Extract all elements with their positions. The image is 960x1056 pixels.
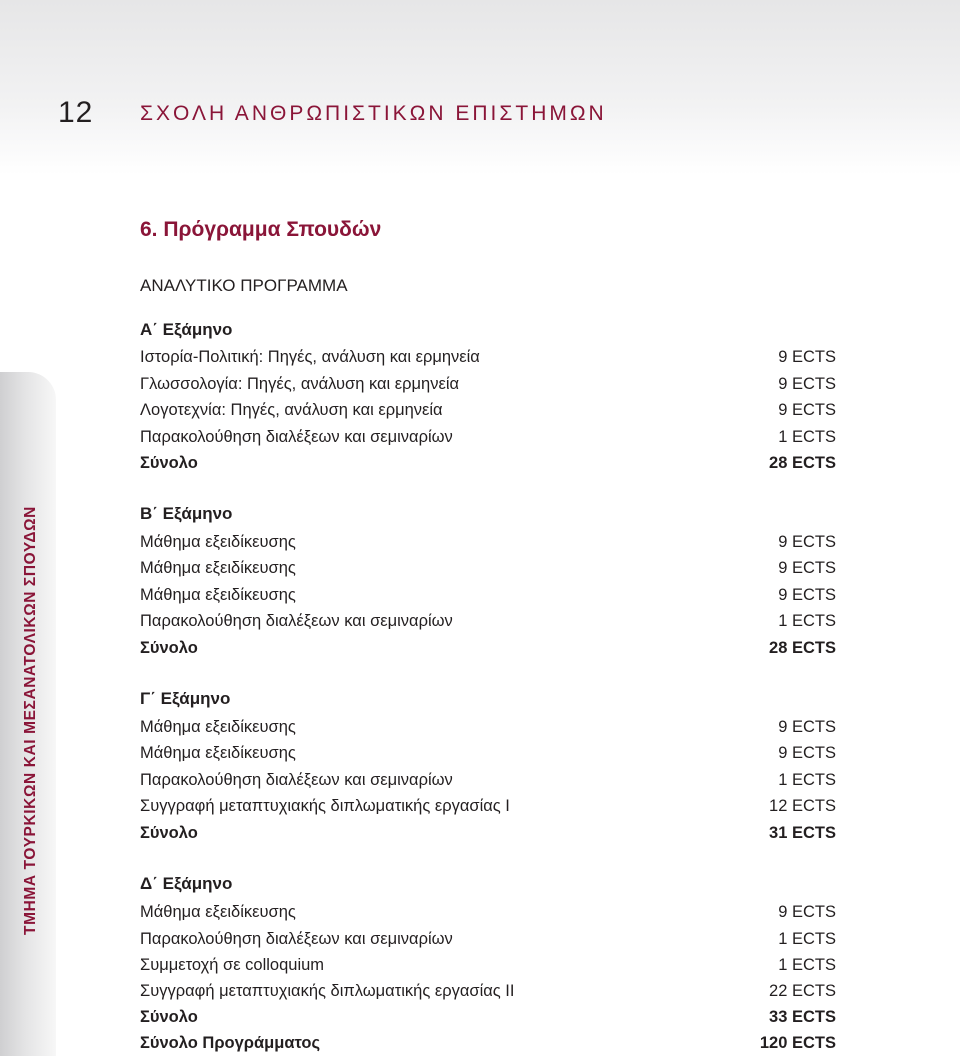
total-label: Σύνολο (140, 824, 198, 842)
total-credits: 33 ECTS (769, 1008, 836, 1026)
course-label: Μάθημα εξειδίκευσης (140, 559, 296, 577)
course-row (140, 903, 836, 925)
course-label: Συμμετοχή σε colloquium (140, 956, 325, 974)
course-row (140, 612, 836, 634)
course-label: Μάθημα εξειδίκευσης (140, 718, 296, 736)
course-label: Μάθημα εξειδίκευσης (140, 903, 296, 921)
total-label: Σύνολο (140, 454, 198, 472)
course-credits: 1 ECTS (778, 612, 836, 630)
course-row (140, 586, 836, 608)
program-total-row (140, 1034, 836, 1056)
course-row (140, 797, 836, 819)
semester-title: Γ΄ Εξάμηνο (140, 689, 231, 708)
course-label: Γλωσσολογία: Πηγές, ανάλυση και ερμηνεία (140, 375, 460, 393)
semester-total-row (140, 454, 836, 476)
course-label: Παρακολούθηση διαλέξεων και σεμιναρίων (140, 930, 453, 948)
semester-total-row (140, 824, 836, 846)
course-credits: 9 ECTS (778, 903, 836, 921)
course-row (140, 718, 836, 740)
course-credits: 9 ECTS (778, 533, 836, 551)
page-number: 12 (58, 96, 94, 129)
course-row (140, 956, 836, 978)
program-total-label: Σύνολο Προγράμματος (140, 1034, 321, 1052)
course-credits: 9 ECTS (778, 401, 836, 419)
course-row (140, 771, 836, 793)
course-row (140, 559, 836, 581)
course-row (140, 348, 836, 370)
course-label: Παρακολούθηση διαλέξεων και σεμιναρίων (140, 428, 453, 446)
course-row (140, 428, 836, 450)
course-credits: 1 ECTS (778, 428, 836, 446)
semester-title: Α΄ Εξάμηνο (140, 320, 233, 339)
course-label: Μάθημα εξειδίκευσης (140, 586, 296, 604)
course-credits: 9 ECTS (778, 559, 836, 577)
total-label: Σύνολο (140, 1008, 198, 1026)
semester-title: Δ΄ Εξάμηνο (140, 874, 233, 893)
total-label: Σύνολο (140, 639, 198, 657)
program-total-credits: 120 ECTS (759, 1034, 836, 1052)
course-label: Μάθημα εξειδίκευσης (140, 744, 296, 762)
school-title: ΣΧΟΛΗ ΑΝΘΡΩΠΙΣΤΙΚΩΝ ΕΠΙΣΤΗΜΩΝ (140, 102, 607, 125)
course-row (140, 930, 836, 952)
course-label: Μάθημα εξειδίκευσης (140, 533, 296, 551)
course-label: Συγγραφή μεταπτυχιακής διπλωματικής εργασίας Ι (140, 797, 510, 815)
course-row (140, 744, 836, 766)
total-credits: 28 ECTS (769, 639, 836, 657)
course-label: Λογοτεχνία: Πηγές, ανάλυση και ερμηνεία (140, 401, 443, 419)
course-row (140, 401, 836, 423)
course-credits: 22 ECTS (769, 982, 836, 1000)
program-heading: ΑΝΑΛΥΤΙΚΟ ΠΡΟΓΡΑΜΜΑ (140, 276, 348, 295)
total-credits: 28 ECTS (769, 454, 836, 472)
course-credits: 9 ECTS (778, 375, 836, 393)
course-credits: 1 ECTS (778, 930, 836, 948)
course-row (140, 375, 836, 397)
course-credits: 1 ECTS (778, 771, 836, 789)
course-label: Παρακολούθηση διαλέξεων και σεμιναρίων (140, 612, 453, 630)
semester-total-row (140, 1008, 836, 1030)
course-credits: 9 ECTS (778, 718, 836, 736)
course-credits: 9 ECTS (778, 348, 836, 366)
total-credits: 31 ECTS (769, 824, 836, 842)
department-label: ΤΜΗΜΑ ΤΟΥΡΚΙΚΩΝ ΚΑΙ ΜΕΣΑΝΑΤΟΛΙΚΩΝ ΣΠΟΥΔΩΝ (22, 506, 39, 935)
course-credits: 12 ECTS (769, 797, 836, 815)
course-credits: 1 ECTS (778, 956, 836, 974)
semester-title: Β΄ Εξάμηνο (140, 504, 233, 523)
course-row (140, 982, 836, 1004)
course-label: Συγγραφή μεταπτυχιακής διπλωματικής εργασίας ΙΙ (140, 982, 515, 1000)
course-label: Ιστορία-Πολιτική: Πηγές, ανάλυση και ερμηνεία (140, 348, 480, 366)
course-row (140, 533, 836, 555)
semester-total-row (140, 639, 836, 661)
section-title: 6. Πρόγραμμα Σπουδών (140, 218, 382, 241)
course-credits: 9 ECTS (778, 744, 836, 762)
course-label: Παρακολούθηση διαλέξεων και σεμιναρίων (140, 771, 453, 789)
header-band (0, 0, 960, 175)
course-credits: 9 ECTS (778, 586, 836, 604)
